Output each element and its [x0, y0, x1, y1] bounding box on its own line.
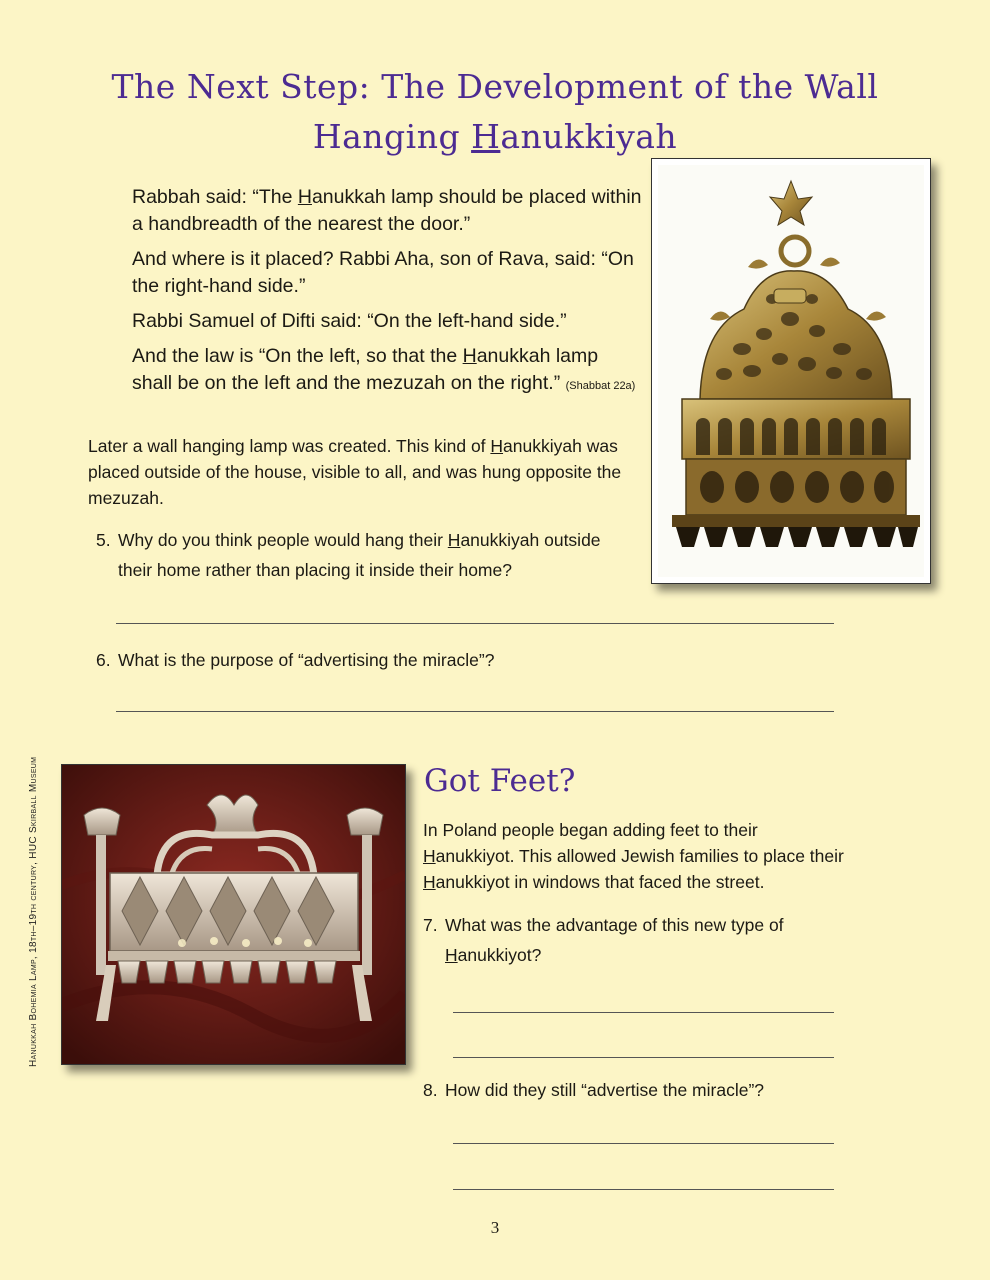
wall-hanukkiyah-photo: [651, 158, 931, 584]
quote-paragraph-3: Rabbi Samuel of Difti said: “On the left-hand side.”: [132, 310, 567, 332]
page-title-line2: [0, 112, 990, 162]
page-title-line2-post: anukkiyah: [500, 117, 678, 156]
question-7: [423, 910, 853, 970]
answer-line-7a[interactable]: [453, 1012, 834, 1013]
quote-text: anukkah lamp shall be on the left and the mezuzah on the right.”: [132, 345, 599, 394]
question-text-part: anukkiyot?: [457, 945, 542, 965]
underlined-letter: H: [423, 846, 436, 866]
page-number: 3: [490, 1218, 500, 1237]
quote-paragraph-1: [132, 184, 642, 238]
talmud-quote: [132, 184, 642, 408]
paragraph-text: anukkiyot. This allowed Jewish families to place their: [435, 846, 844, 866]
got-feet-paragraph: [423, 817, 853, 895]
question-number: 5.: [96, 530, 111, 550]
photo-caption: Hanukkah Bohemia Lamp, 18th–19th century, HUC Skirball Museum: [28, 756, 39, 1067]
wall-hanukkiyah-image: [652, 159, 930, 583]
answer-line-8b[interactable]: [453, 1189, 834, 1190]
intro-paragraph: [88, 433, 648, 511]
question-text-part: Why do you think people would hang their: [118, 530, 448, 550]
page-title: [0, 62, 990, 162]
question-8: [423, 1075, 853, 1105]
page-title-line2-underlined: H: [471, 117, 501, 156]
question-number: 8.: [423, 1080, 438, 1100]
underlined-letter: H: [490, 436, 504, 456]
question-text-part: What was the advantage of this new type of: [445, 915, 784, 935]
question-text: How did they still “advertise the miracle”?: [445, 1080, 765, 1100]
answer-line-5[interactable]: [116, 623, 834, 624]
answer-line-6[interactable]: [116, 711, 834, 712]
quote-paragraph-4: [132, 343, 642, 400]
question-number: 6.: [96, 650, 111, 670]
question-5: [96, 525, 636, 585]
section-heading-got-feet: Got Feet?: [424, 763, 576, 799]
page-title-line2-pre: Hanging: [312, 117, 472, 156]
question-text: [118, 525, 636, 585]
question-text-part: anukkiyah outside their home rather than placing it inside their home?: [118, 530, 601, 580]
bohemia-lamp-photo: [61, 764, 406, 1065]
question-number: 7.: [423, 915, 438, 935]
paragraph-text: anukkiyah was placed outside of the house, visible to all, and was hung opposite the mezuzah.: [88, 436, 622, 508]
paragraph-text: Later a wall hanging lamp was created. This kind of: [88, 436, 491, 456]
bohemia-lamp-image: [62, 765, 405, 1064]
quote-text: Rabbah said: “The: [132, 186, 298, 208]
quote-paragraph-2: And where is it placed? Rabbi Aha, son of Rava, said: “On the right-hand side.”: [132, 248, 634, 297]
question-6: [96, 645, 796, 675]
underlined-letter: H: [445, 945, 458, 965]
quote-underlined-letter: H: [462, 345, 477, 367]
quote-text: And the law is “On the left, so that the: [132, 345, 463, 367]
answer-line-8a[interactable]: [453, 1143, 834, 1144]
answer-line-7b[interactable]: [453, 1057, 834, 1058]
underlined-letter: H: [423, 872, 436, 892]
question-text: [445, 910, 853, 970]
quote-underlined-letter: H: [297, 186, 312, 208]
question-text: What is the purpose of “advertising the miracle”?: [118, 650, 495, 670]
page-title-line1: The Next Step: The Development of the Wall: [111, 67, 879, 106]
underlined-letter: H: [447, 530, 461, 550]
paragraph-text: anukkiyot in windows that faced the street.: [435, 872, 765, 892]
quote-text: anukkah lamp should be placed within a handbreadth of the nearest the door.”: [132, 186, 642, 235]
quote-citation: (Shabbat 22a): [565, 380, 636, 392]
paragraph-text: In Poland people began adding feet to their: [423, 820, 758, 840]
